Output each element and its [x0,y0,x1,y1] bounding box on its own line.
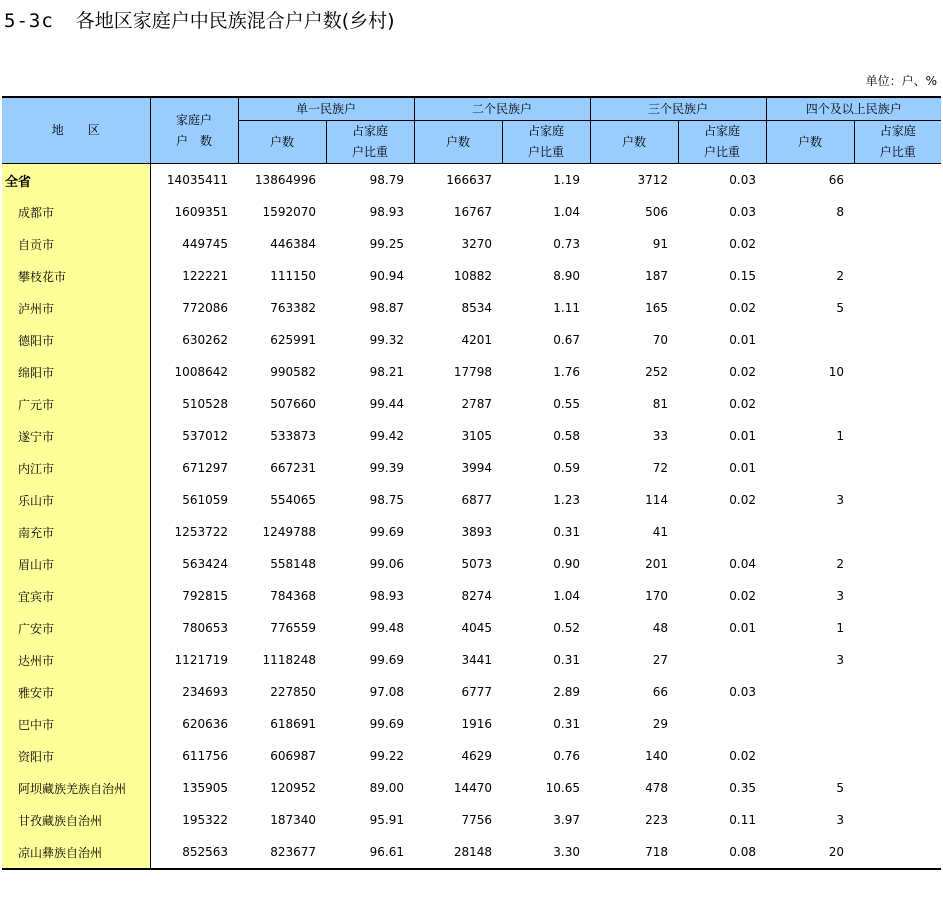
single-ratio-cell: 99.42 [369,429,404,443]
table-code: 5-3c [4,10,54,32]
single-ratio-cell: 99.44 [369,397,404,411]
region-name: 泸州市 [2,292,150,324]
region-name: 阿坝藏族羌族自治州 [2,772,150,804]
four-plus-count-cell: 3 [836,653,844,667]
region-name: 甘孜藏族自治州 [2,804,150,836]
household-count-cell: 195322 [182,813,228,827]
four-plus-ratio-cell [854,356,941,388]
three-count-cell: 252 [645,365,668,379]
three-count-cell: 170 [645,589,668,603]
table-row [2,196,941,228]
four-plus-ratio-cell [854,804,941,836]
single-ratio-cell: 98.75 [369,493,404,507]
table-row [2,420,941,452]
four-plus-ratio-cell [854,516,941,548]
three-count-cell: 33 [652,429,668,443]
single-count-cell: 13864996 [254,173,316,187]
two-ratio-cell: 0.52 [553,621,580,635]
single-ratio-cell: 98.87 [369,301,404,315]
region-name: 宜宾市 [2,580,150,612]
four-plus-ratio-cell [854,228,941,260]
region-name: 乐山市 [2,484,150,516]
table-row [2,676,941,708]
four-plus-ratio-cell [854,548,941,580]
single-count-cell: 990582 [270,365,316,379]
four-plus-ratio-cell [854,580,941,612]
two-count-cell: 4201 [461,333,492,347]
four-plus-ratio-cell [854,484,941,516]
three-count-cell: 506 [645,205,668,219]
single-ratio-cell: 99.69 [369,717,404,731]
three-count-cell: 81 [652,397,668,411]
household-count-cell: 852563 [150,836,238,869]
three-ratio-cell [678,516,766,548]
households-header-line1: 家庭户 [175,112,212,127]
single-ratio-cell: 95.91 [369,813,404,827]
single-count-cell: 618691 [270,717,316,731]
region-name: 成都市 [2,196,150,228]
single-ratio-cell: 99.48 [369,621,404,635]
four-plus-ratio-cell [854,324,941,356]
household-count-cell: 1609351 [174,205,228,219]
single-ratio-cell: 96.61 [326,836,414,869]
three-count-cell: 718 [590,836,678,869]
household-count-cell: 780653 [182,621,228,635]
three-count-cell: 91 [652,237,668,251]
three-count-cell: 3712 [637,173,668,187]
two-ratio-cell: 0.76 [553,749,580,763]
region-name: 全省 [2,164,150,197]
four-plus-ratio-cell [854,772,941,804]
two-count-cell: 28148 [414,836,502,869]
single-count-cell: 784368 [270,589,316,603]
three-count-cell: 70 [652,333,668,347]
single-ratio-cell: 98.79 [369,173,404,187]
three-ratio-cell: 0.02 [729,365,756,379]
region-name: 广元市 [2,388,150,420]
single-count-cell: 227850 [270,685,316,699]
four-plus-count-cell [766,388,854,420]
four-plus-count-cell: 10 [828,365,844,379]
single-ratio-cell: 97.08 [369,685,404,699]
three-ratio-cell: 0.02 [729,237,756,251]
page-title [4,6,395,33]
household-count-cell: 14035411 [166,173,228,187]
two-count-cell: 4045 [461,621,492,635]
region-name: 眉山市 [2,548,150,580]
four-plus-count-cell: 66 [828,173,844,187]
three-ratio-cell: 0.02 [729,397,756,411]
household-count-cell: 234693 [182,685,228,699]
four-plus-count-cell: 20 [766,836,854,869]
two-count-cell: 3994 [461,461,492,475]
three-ratio-cell: 0.02 [729,749,756,763]
three-ratio-cell [678,644,766,676]
two-ratio-cell: 1.23 [553,493,580,507]
single-ratio-cell: 99.69 [369,653,404,667]
household-count-cell: 563424 [182,557,228,571]
households-header [150,97,238,164]
two-count-cell: 3105 [461,429,492,443]
three-ratio-cell: 0.03 [729,685,756,699]
region-name: 南充市 [2,516,150,548]
three-count-cell: 140 [645,749,668,763]
single-ratio-cell: 90.94 [369,269,404,283]
sub-header-count: 户数 [414,121,502,164]
three-count-cell: 27 [652,653,668,667]
single-count-cell: 625991 [270,333,316,347]
group-header-four-plus: 四个及以上民族户 [766,97,941,121]
table-row [2,484,941,516]
table-title: 各地区家庭户中民族混合户户数(乡村) [75,10,395,32]
four-plus-ratio-cell [854,676,941,708]
four-plus-ratio-cell [854,612,941,644]
two-count-cell: 17798 [453,365,492,379]
household-count-cell: 510528 [182,397,228,411]
table-header [2,97,941,164]
household-count-cell: 135905 [182,781,228,795]
single-count-cell: 1249788 [262,525,316,539]
four-plus-ratio-cell [854,708,941,740]
region-name: 德阳市 [2,324,150,356]
single-count-cell: 558148 [270,557,316,571]
four-plus-ratio-cell [854,260,941,292]
three-count-cell: 41 [652,525,668,539]
single-ratio-cell: 99.22 [369,749,404,763]
four-plus-count-cell [766,708,854,740]
two-count-cell: 2787 [461,397,492,411]
single-count-cell: 446384 [270,237,316,251]
table-row [2,580,941,612]
household-count-cell: 671297 [182,461,228,475]
four-plus-ratio-cell [854,644,941,676]
region-name: 内江市 [2,452,150,484]
two-count-cell: 5073 [461,557,492,571]
three-ratio-cell: 0.35 [729,781,756,795]
three-ratio-cell: 0.15 [729,269,756,283]
sub-header-ratio: 占家庭 户比重 [326,121,414,164]
data-table [2,96,941,870]
two-ratio-cell: 0.90 [553,557,580,571]
three-ratio-cell: 0.02 [729,301,756,315]
single-count-cell: 111150 [270,269,316,283]
household-count-cell: 1253722 [174,525,228,539]
four-plus-count-cell: 1 [836,429,844,443]
single-count-cell: 1592070 [262,205,316,219]
two-count-cell: 3270 [461,237,492,251]
region-name: 资阳市 [2,740,150,772]
four-plus-ratio-cell [854,292,941,324]
two-ratio-cell: 1.19 [553,173,580,187]
table-row [2,804,941,836]
two-count-cell: 14470 [453,781,492,795]
four-plus-ratio-cell [854,836,941,869]
two-count-cell: 1916 [461,717,492,731]
four-plus-count-cell [766,452,854,484]
three-count-cell: 165 [645,301,668,315]
single-ratio-cell: 98.93 [369,589,404,603]
household-count-cell: 1121719 [174,653,228,667]
four-plus-count-cell [766,324,854,356]
two-ratio-cell: 10.65 [545,781,580,795]
group-header-three: 三个民族户 [590,97,766,121]
three-count-cell: 114 [645,493,668,507]
single-count-cell: 554065 [270,493,316,507]
household-count-cell: 122221 [182,269,228,283]
two-ratio-cell: 0.55 [553,397,580,411]
three-ratio-cell: 0.08 [678,836,766,869]
three-count-cell: 72 [652,461,668,475]
three-ratio-cell: 0.02 [729,589,756,603]
three-ratio-cell: 0.01 [729,333,756,347]
single-count-cell: 667231 [270,461,316,475]
single-count-cell: 187340 [270,813,316,827]
table-row [2,324,941,356]
two-count-cell: 3893 [461,525,492,539]
two-ratio-cell: 0.73 [553,237,580,251]
three-count-cell: 66 [652,685,668,699]
four-plus-count-cell: 8 [836,205,844,219]
four-plus-count-cell [766,676,854,708]
single-count-cell: 120952 [270,781,316,795]
two-ratio-cell: 0.31 [553,525,580,539]
two-count-cell: 8274 [461,589,492,603]
region-header: 地 区 [2,97,150,164]
four-plus-ratio-cell [854,388,941,420]
four-plus-ratio-cell [854,452,941,484]
four-plus-count-cell: 5 [836,301,844,315]
single-ratio-cell: 89.00 [369,781,404,795]
household-count-cell: 449745 [182,237,228,251]
two-ratio-cell: 1.11 [553,301,580,315]
sub-header-count: 户数 [766,121,854,164]
two-ratio-cell: 0.58 [553,429,580,443]
table-row [2,548,941,580]
single-ratio-cell: 99.32 [369,333,404,347]
three-count-cell: 29 [652,717,668,731]
single-ratio-cell: 98.21 [369,365,404,379]
household-count-cell: 620636 [182,717,228,731]
single-ratio-cell: 99.06 [369,557,404,571]
table-row [2,772,941,804]
household-count-cell: 772086 [182,301,228,315]
region-name: 自贡市 [2,228,150,260]
three-count-cell: 223 [645,813,668,827]
sub-header-ratio: 占家庭 户比重 [502,121,590,164]
three-ratio-cell [678,708,766,740]
household-count-cell: 1008642 [174,365,228,379]
table-row [2,356,941,388]
household-count-cell: 561059 [182,493,228,507]
households-header-line2: 户 数 [175,133,212,148]
single-ratio-cell: 98.93 [369,205,404,219]
table-row [2,292,941,324]
region-name: 达州市 [2,644,150,676]
two-ratio-cell: 3.30 [502,836,590,869]
single-ratio-cell: 99.25 [369,237,404,251]
three-ratio-cell: 0.01 [729,429,756,443]
region-name: 遂宁市 [2,420,150,452]
four-plus-count-cell [766,228,854,260]
table-body [2,164,941,870]
two-ratio-cell: 1.76 [553,365,580,379]
four-plus-count-cell: 3 [836,493,844,507]
region-name: 巴中市 [2,708,150,740]
table-row [2,708,941,740]
single-count-cell: 606987 [270,749,316,763]
two-count-cell: 6877 [461,493,492,507]
sub-header-ratio: 占家庭 户比重 [854,121,941,164]
sub-header-count: 户数 [590,121,678,164]
two-ratio-cell: 8.90 [553,269,580,283]
table-row [2,836,941,869]
unit-label: 单位：户、% [865,74,937,88]
two-ratio-cell: 0.31 [553,653,580,667]
four-plus-count-cell: 2 [836,269,844,283]
single-count-cell: 533873 [270,429,316,443]
four-plus-count-cell: 5 [836,781,844,795]
single-ratio-cell: 99.69 [369,525,404,539]
two-count-cell: 8534 [461,301,492,315]
two-ratio-cell: 0.31 [553,717,580,731]
sub-header-count: 户数 [238,121,326,164]
region-name: 广安市 [2,612,150,644]
single-count-cell: 776559 [270,621,316,635]
region-name: 攀枝花市 [2,260,150,292]
region-name: 凉山彝族自治州 [2,836,150,869]
table-row-total [2,164,941,197]
region-name: 绵阳市 [2,356,150,388]
two-ratio-cell: 3.97 [553,813,580,827]
table-row [2,452,941,484]
single-count-cell: 823677 [238,836,326,869]
three-count-cell: 187 [645,269,668,283]
table-row [2,740,941,772]
four-plus-ratio-cell [854,196,941,228]
two-ratio-cell: 1.04 [553,589,580,603]
single-count-cell: 1118248 [262,653,316,667]
four-plus-count-cell [766,740,854,772]
two-count-cell: 3441 [461,653,492,667]
table-row [2,516,941,548]
two-ratio-cell: 2.89 [553,685,580,699]
three-ratio-cell: 0.11 [729,813,756,827]
four-plus-count-cell: 3 [836,813,844,827]
two-ratio-cell: 0.59 [553,461,580,475]
four-plus-count-cell: 1 [836,621,844,635]
table-row [2,388,941,420]
sub-header-ratio: 占家庭 户比重 [678,121,766,164]
table-row [2,260,941,292]
three-ratio-cell: 0.01 [729,621,756,635]
four-plus-ratio-cell [854,740,941,772]
three-ratio-cell: 0.02 [729,493,756,507]
four-plus-count-cell [766,516,854,548]
household-count-cell: 537012 [182,429,228,443]
single-count-cell: 763382 [270,301,316,315]
four-plus-ratio-cell [854,164,941,197]
four-plus-ratio-cell [854,420,941,452]
two-ratio-cell: 1.04 [553,205,580,219]
four-plus-count-cell: 2 [836,557,844,571]
household-count-cell: 630262 [182,333,228,347]
four-plus-count-cell: 3 [836,589,844,603]
household-count-cell: 792815 [182,589,228,603]
household-count-cell: 611756 [182,749,228,763]
three-count-cell: 48 [652,621,668,635]
two-count-cell: 16767 [453,205,492,219]
group-header-two: 二个民族户 [414,97,590,121]
table-row [2,644,941,676]
two-count-cell: 10882 [453,269,492,283]
single-count-cell: 507660 [270,397,316,411]
two-count-cell: 7756 [461,813,492,827]
region-name: 雅安市 [2,676,150,708]
three-count-cell: 478 [645,781,668,795]
group-header-single: 单一民族户 [238,97,414,121]
two-count-cell: 166637 [446,173,492,187]
three-ratio-cell: 0.01 [729,461,756,475]
single-ratio-cell: 99.39 [369,461,404,475]
three-ratio-cell: 0.03 [729,205,756,219]
three-ratio-cell: 0.04 [729,557,756,571]
two-count-cell: 6777 [461,685,492,699]
three-ratio-cell: 0.03 [729,173,756,187]
table-row [2,228,941,260]
table-row [2,612,941,644]
two-ratio-cell: 0.67 [553,333,580,347]
two-count-cell: 4629 [461,749,492,763]
three-count-cell: 201 [645,557,668,571]
